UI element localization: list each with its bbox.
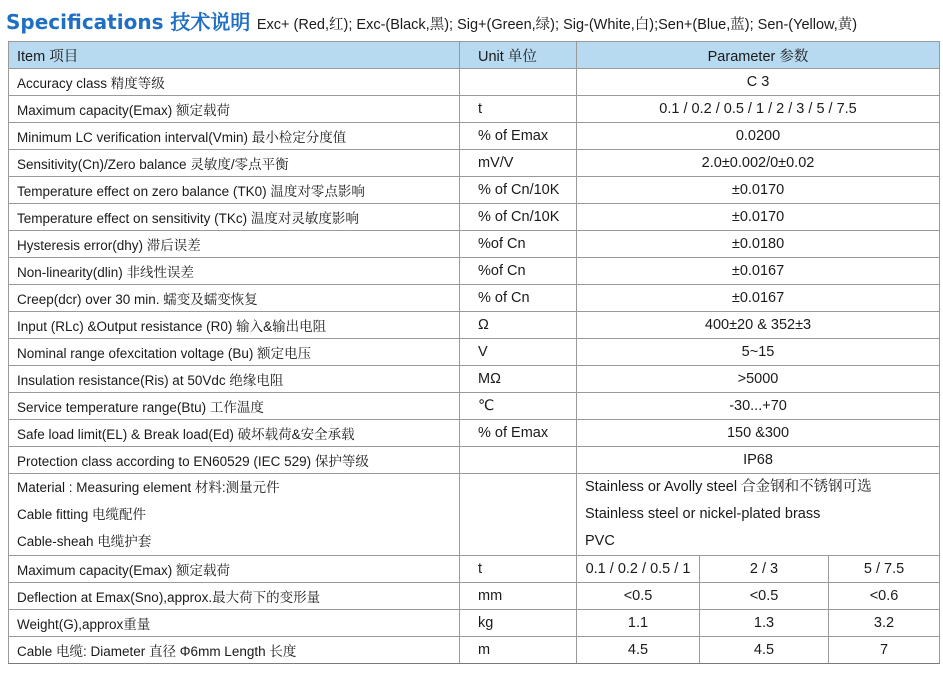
row-unit: MΩ: [460, 366, 577, 393]
row-unit: m: [460, 637, 577, 664]
row-value: 1.3: [700, 610, 829, 637]
row-value: 4.5: [700, 637, 829, 664]
row-value: 5~15: [577, 339, 940, 366]
row-unit: kg: [460, 610, 577, 637]
table-row: [9, 69, 940, 96]
row-value: >5000: [577, 366, 940, 393]
row-value: C 3: [577, 69, 940, 96]
row-value: 0.1 / 0.2 / 0.5 / 1 / 2 / 3 / 5 / 7.5: [577, 96, 940, 123]
wiring-legend: Exc+ (Red,红); Exc-(Black,黑); Sig+(Green,绿); Sig-(White,白);Sen+(Blue,蓝); Sen-(Yellow,黄): [256, 17, 858, 33]
row-unit: % of Emax: [460, 420, 577, 447]
table-row: [9, 177, 940, 204]
row-value: IP68: [577, 447, 940, 474]
table-row: [9, 366, 940, 393]
material-label: Cable-sheah 电缆护套: [17, 534, 152, 549]
row-unit: %of Cn: [460, 231, 577, 258]
row-value: 0.0200: [577, 123, 940, 150]
row-label: Non-linearity(dlin) 非线性误差: [9, 258, 460, 285]
row-value: <0.5: [577, 583, 700, 610]
row-label: Safe load limit(EL) & Break load(Ed) 破坏载荷&安全承载: [9, 420, 460, 447]
row-label: Protection class according to EN60529 (IEC 529) 保护等级: [9, 447, 460, 474]
row-value: 2.0±0.002/0±0.02: [577, 150, 940, 177]
material-value: Stainless steel or nickel-plated brass: [585, 506, 821, 522]
row-label: Maximum capacity(Emax) 额定载荷: [9, 556, 460, 583]
row-label: Temperature effect on zero balance (TK0) 温度对零点影响: [9, 177, 460, 204]
row-value: ±0.0180: [577, 231, 940, 258]
material-value: Stainless or Avolly steel 合金钢和不锈钢可选: [585, 479, 872, 495]
row-label: Weight(G),approx重量: [9, 610, 460, 637]
row-label: Accuracy class 精度等级: [9, 69, 460, 96]
row-value: -30...+70: [577, 393, 940, 420]
row-unit: mm: [460, 583, 577, 610]
materials-row: [9, 474, 940, 556]
row-unit: % of Cn: [460, 285, 577, 312]
row-label: Temperature effect on sensitivity (TKc) 温度对灵敏度影响: [9, 204, 460, 231]
row-label: Creep(dcr) over 30 min. 蠕变及蠕变恢复: [9, 285, 460, 312]
table-row: [9, 447, 940, 474]
row-value: 3.2: [829, 610, 940, 637]
capacity-row: [9, 556, 940, 583]
material-label: Material : Measuring element 材料:测量元件: [17, 480, 280, 495]
specifications-table: [8, 41, 940, 664]
row-label: Deflection at Emax(Sno),approx.最大荷下的变形量: [9, 583, 460, 610]
row-value: 7: [829, 637, 940, 664]
table-row: [9, 204, 940, 231]
row-unit: V: [460, 339, 577, 366]
row-unit: [460, 69, 577, 96]
table-row: [9, 96, 940, 123]
row-label: Sensitivity(Cn)/Zero balance 灵敏度/零点平衡: [9, 150, 460, 177]
table-row: [9, 258, 940, 285]
row-label: Input (RLc) &Output resistance (R0) 输入&输出电阻: [9, 312, 460, 339]
row-unit: [460, 447, 577, 474]
row-label: Minimum LC verification interval(Vmin) 最小检定分度值: [9, 123, 460, 150]
table-row: [9, 312, 940, 339]
row-unit: t: [460, 96, 577, 123]
row-label: Cable 电缆: Diameter 直径 Φ6mm Length 长度: [9, 637, 460, 664]
material-label: Cable fitting 电缆配件: [17, 507, 147, 522]
row-label: Nominal range ofexcitation voltage (Bu) 额定电压: [9, 339, 460, 366]
capacity-row: [9, 610, 940, 637]
capacity-row: [9, 637, 940, 664]
row-value: 2 / 3: [700, 556, 829, 583]
row-value: 5 / 7.5: [829, 556, 940, 583]
header-item: Item 项目: [9, 42, 460, 69]
header-unit: Unit 单位: [460, 42, 577, 69]
row-unit: %of Cn: [460, 258, 577, 285]
materials-values: [577, 474, 940, 556]
materials-labels: [9, 474, 460, 556]
row-value: ±0.0170: [577, 177, 940, 204]
row-label: Insulation resistance(Ris) at 50Vdc 绝缘电阻: [9, 366, 460, 393]
row-value: 4.5: [577, 637, 700, 664]
row-value: <0.5: [700, 583, 829, 610]
table-row: [9, 231, 940, 258]
table-row: [9, 285, 940, 312]
header-parameter: Parameter 参数: [577, 42, 940, 69]
page-title: Specifications 技术说明: [6, 10, 251, 34]
table-row: [9, 393, 940, 420]
row-value: <0.6: [829, 583, 940, 610]
row-unit: ℃: [460, 393, 577, 420]
row-label: Hysteresis error(dhy) 滞后误差: [9, 231, 460, 258]
row-unit: % of Cn/10K: [460, 177, 577, 204]
table-row: [9, 420, 940, 447]
row-value: 1.1: [577, 610, 700, 637]
spec-header: [6, 6, 857, 38]
row-label: Maximum capacity(Emax) 额定载荷: [9, 96, 460, 123]
row-unit: % of Emax: [460, 123, 577, 150]
row-value: 150 &300: [577, 420, 940, 447]
table-header-row: [9, 42, 940, 69]
row-value: ±0.0170: [577, 204, 940, 231]
row-value: 400±20 & 352±3: [577, 312, 940, 339]
table-row: [9, 150, 940, 177]
material-value: PVC: [585, 533, 615, 549]
row-value: ±0.0167: [577, 258, 940, 285]
row-value: 0.1 / 0.2 / 0.5 / 1: [577, 556, 700, 583]
row-unit: Ω: [460, 312, 577, 339]
row-label: Service temperature range(Btu) 工作温度: [9, 393, 460, 420]
row-unit: t: [460, 556, 577, 583]
row-value: ±0.0167: [577, 285, 940, 312]
materials-unit: [460, 474, 577, 556]
table-row: [9, 339, 940, 366]
row-unit: mV/V: [460, 150, 577, 177]
capacity-row: [9, 583, 940, 610]
row-unit: % of Cn/10K: [460, 204, 577, 231]
table-row: [9, 123, 940, 150]
